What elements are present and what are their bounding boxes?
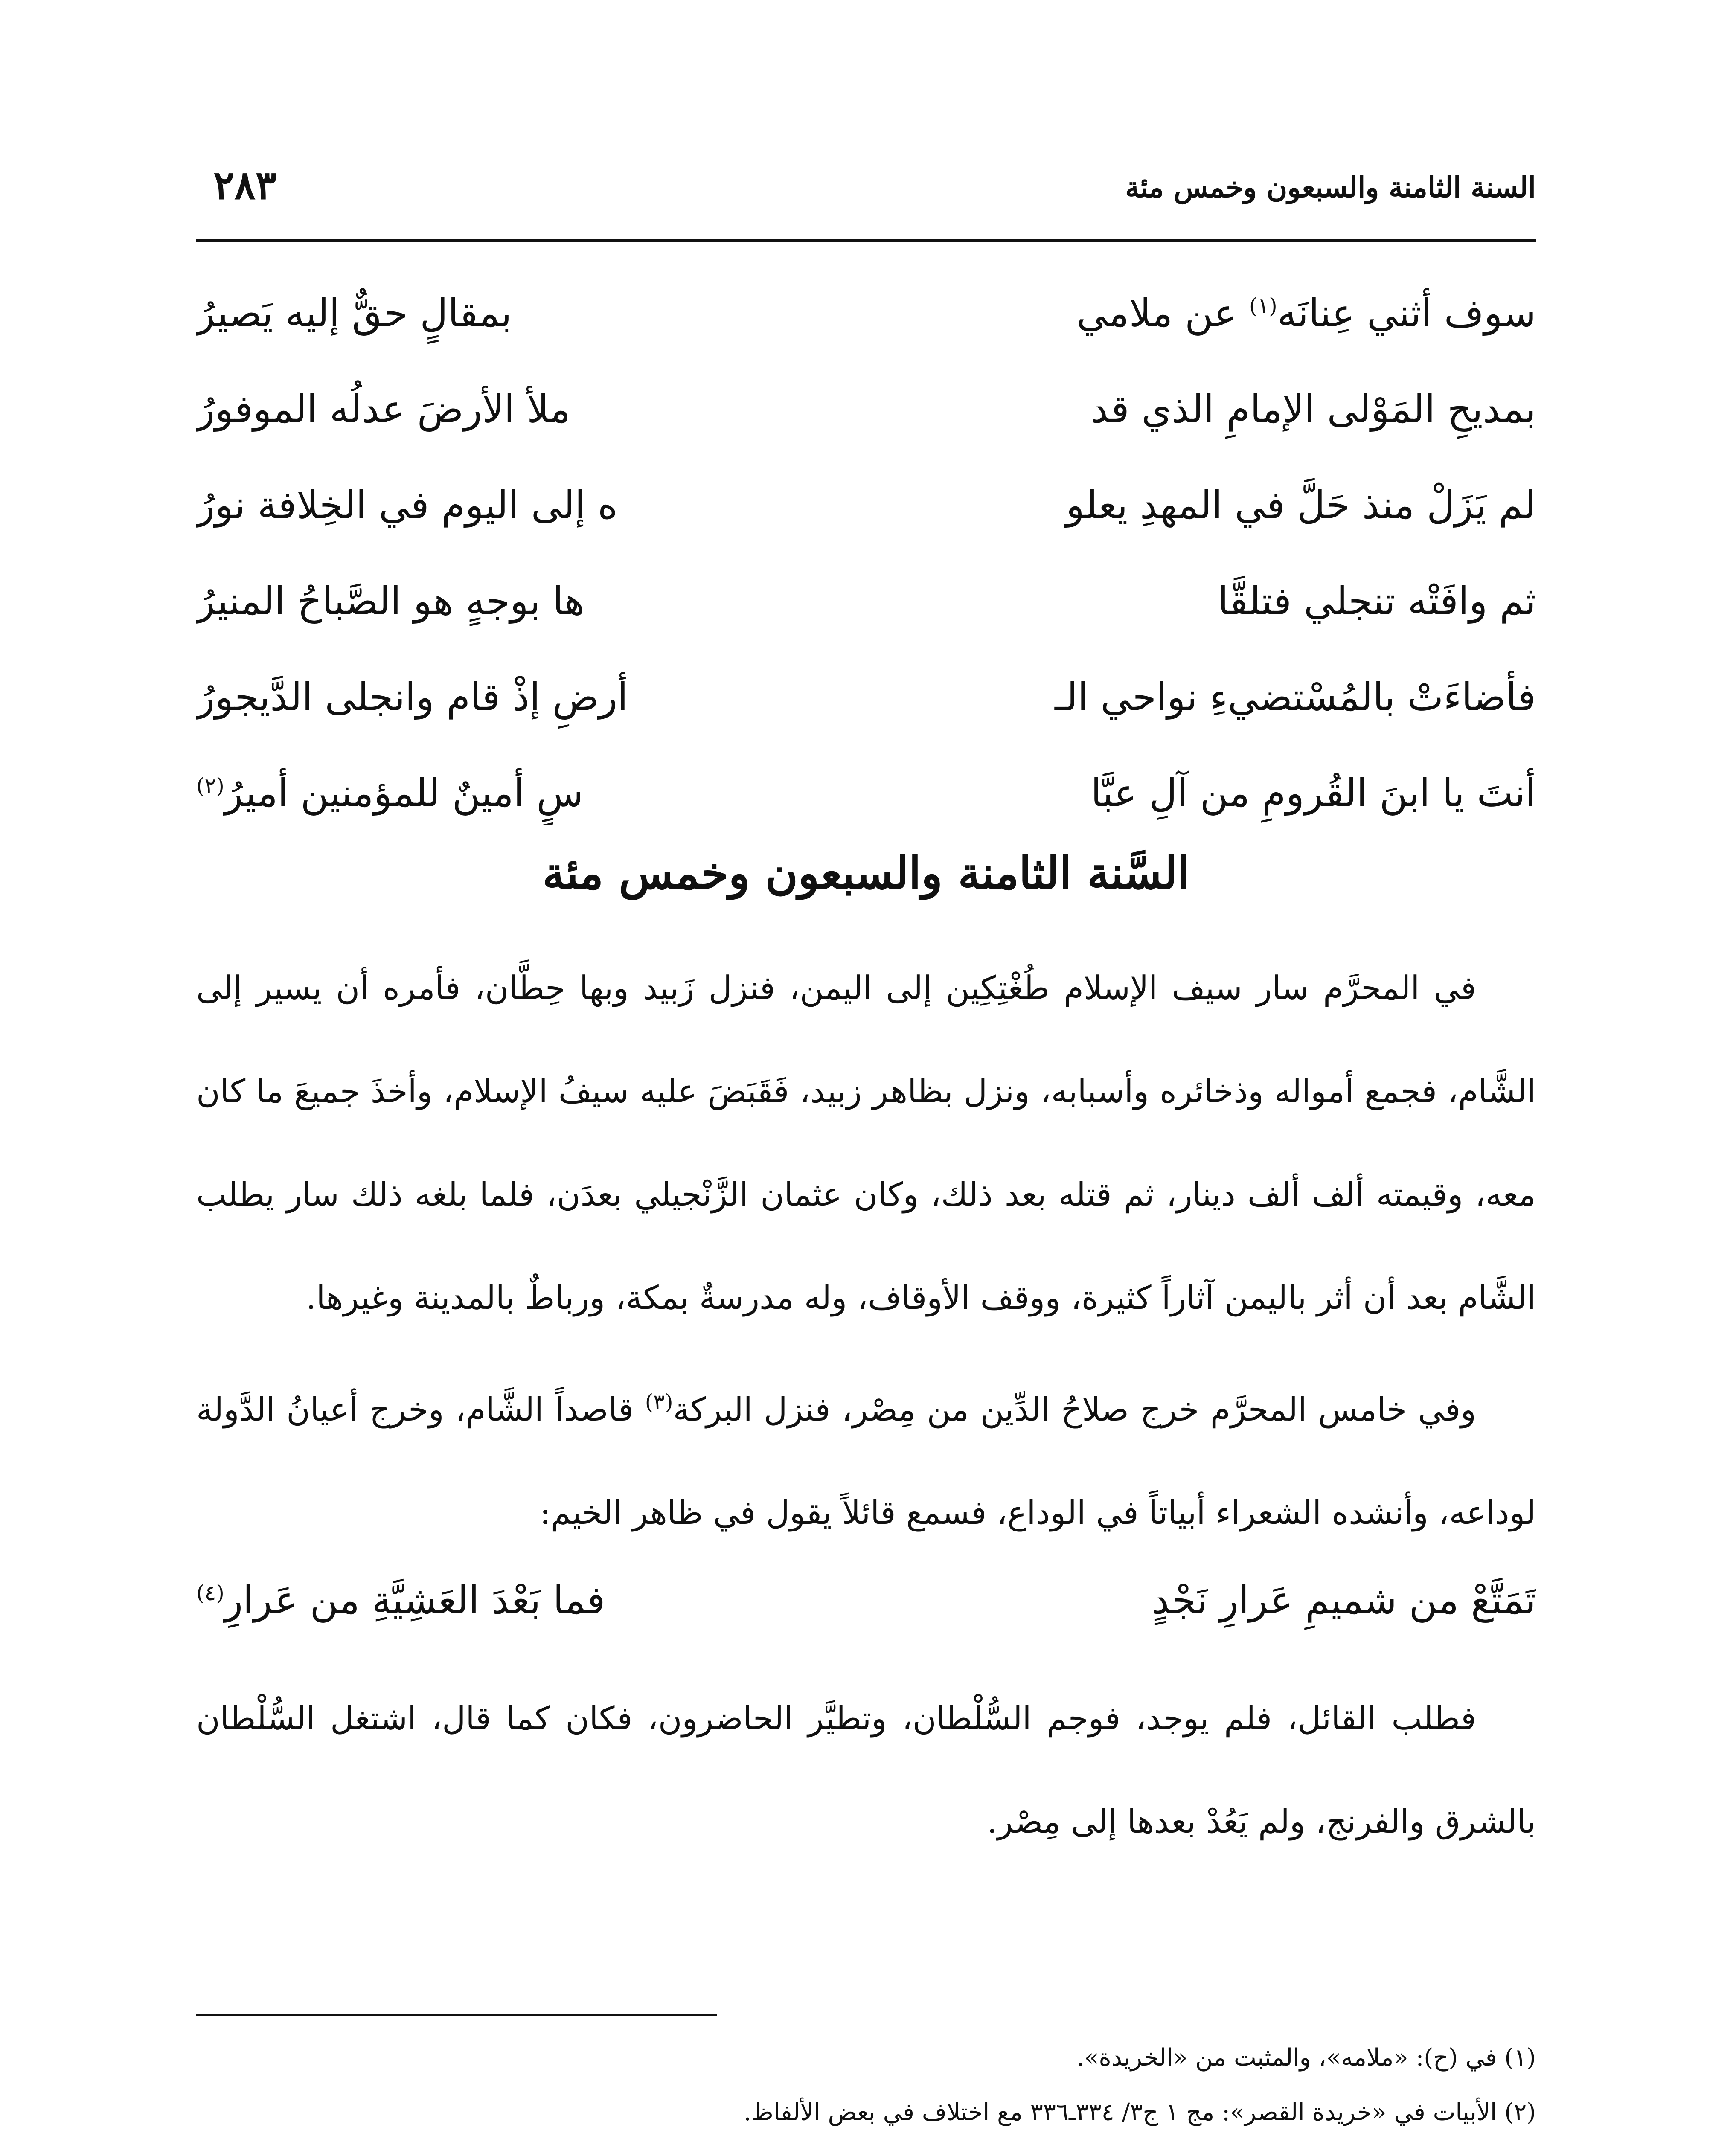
quoted-verse — [196, 1564, 1536, 1667]
hemistich-text: سٍ أمينٌ للمؤمنين أميرُ — [224, 771, 584, 816]
verse-first-hemistich: بمديحِ المَوْلى الإمامِ الذي قد — [1090, 387, 1536, 432]
footnotes — [196, 2031, 1536, 2133]
running-header — [196, 162, 1536, 218]
poem-verse — [196, 552, 1536, 648]
poem-verse — [196, 264, 1536, 360]
verse-first-hemistich: فأضاءَتْ بالمُسْتضيءِ نواحي الـ — [1055, 675, 1536, 720]
footnote-ref: (٤) — [196, 1581, 224, 1605]
hemistich-text: عن ملامي — [1076, 291, 1249, 336]
paragraph-text: وفي خامس المحرَّم خرج صلاحُ الدِّين من مِصْر، فنزل البركة — [673, 1390, 1477, 1428]
verse-second-hemistich: ه إلى اليوم في الخِلافة نورُ — [196, 483, 618, 528]
verse-second-hemistich — [196, 1569, 862, 1633]
verse-second-hemistich: بمقالٍ حقٌّ إليه يَصيرُ — [196, 291, 512, 336]
footnote-ref: (١) — [1249, 294, 1277, 318]
section-heading: السَّنة الثامنة والسبعون وخمس مئة — [542, 847, 1190, 899]
book-page — [196, 0, 1536, 2133]
paragraph — [196, 1358, 1536, 1564]
poem-verse — [196, 360, 1536, 456]
footnote: (٢) الأبيات في «خريدة القصر»: مج ١ ج٣/ ٣٣٤ـ٣٣٦ مع اختلاف في بعض الألفاظ. — [744, 2098, 1536, 2126]
page-number: ٢٨٣ — [213, 162, 277, 208]
verse-second-hemistich — [196, 761, 819, 825]
footnote-ref: (٣) — [645, 1389, 673, 1415]
body-text — [196, 936, 1536, 1873]
verse-second-hemistich: أرضِ إذْ قام وانجلى الدَّيجورُ — [196, 675, 628, 720]
verse-first-hemistich: ثم وافَتْه تنجلي فتلقَّا — [1218, 579, 1536, 624]
running-header-title: السنة الثامنة والسبعون وخمس مئة — [1125, 171, 1536, 204]
hemistich-text: سوف أثني عِنانَه — [1277, 291, 1536, 336]
verse-first-hemistich: أنتَ يا ابنَ القُرومِ من آلِ عبَّا — [1090, 771, 1536, 816]
verse-second-hemistich: ملأ الأرضَ عدلُه الموفورُ — [196, 387, 570, 432]
paragraph: فطلب القائل، فلم يوجد، فوجم السُّلْطان، وتطيَّر الحاضرون، فكان كما قال، اشتغل السُّلْطان بالشرق والفرنج، ولم يَعُدْ بعدها إلى مِصْر. — [196, 1699, 1536, 1840]
poem-verse — [196, 744, 1536, 840]
paragraph-text: قاصداً الشَّام، وخرج أعيانُ الدَّولة لوداعه، وأنشده الشعراء أبياتاً في الوداع، فسمع قائلاً يقول في ظاهر الخيم: — [196, 1390, 1536, 1531]
footnote-rule — [196, 2014, 717, 2016]
footnote-ref: (٢) — [196, 773, 224, 798]
poem-verse — [196, 648, 1536, 744]
verse-first-hemistich: تَمَتَّعْ من شميمِ عَرارِ نَجْدٍ — [1152, 1578, 1536, 1623]
poem — [196, 264, 1536, 840]
paragraph: في المحرَّم سار سيف الإسلام طُغْتِكِين إلى اليمن، فنزل زَبيد وبها حِطَّان، فأمره أن يسير إلى الشَّام، فجمع أمواله وذخائره وأسبابه، ونزل بظاهر زبيد، فَقَبَضَ عليه سيفُ الإسلام، وأخذَ جميعَ ما كان معه، وقيمته ألف ألف دينار، ثم قتله بعد ذلك، وكان عثمان الزَّنْجيلي بعدَن، فلما بلغه ذلك سار يطلب الشَّام بعد أن أثر باليمن آثاراً كثيرة، ووقف الأوقاف، وله مدرسةٌ بمكة، ورباطٌ بالمدينة وغيرها. — [196, 969, 1536, 1316]
header-rule — [196, 239, 1536, 242]
poem-verse — [196, 456, 1536, 552]
verse-first-hemistich: لم يَزَلْ منذ حَلَّ في المهدِ يعلو — [1066, 483, 1536, 528]
verse-second-hemistich: ها بوجهٍ هو الصَّباحُ المنيرُ — [196, 579, 585, 624]
footnote: (١) في (ح): «ملامه»، والمثبت من «الخريدة». — [1076, 2044, 1536, 2072]
verse-first-hemistich — [913, 282, 1536, 346]
hemistich-text: فما بَعْدَ العَشِيَّةِ من عَرارِ — [224, 1578, 605, 1623]
